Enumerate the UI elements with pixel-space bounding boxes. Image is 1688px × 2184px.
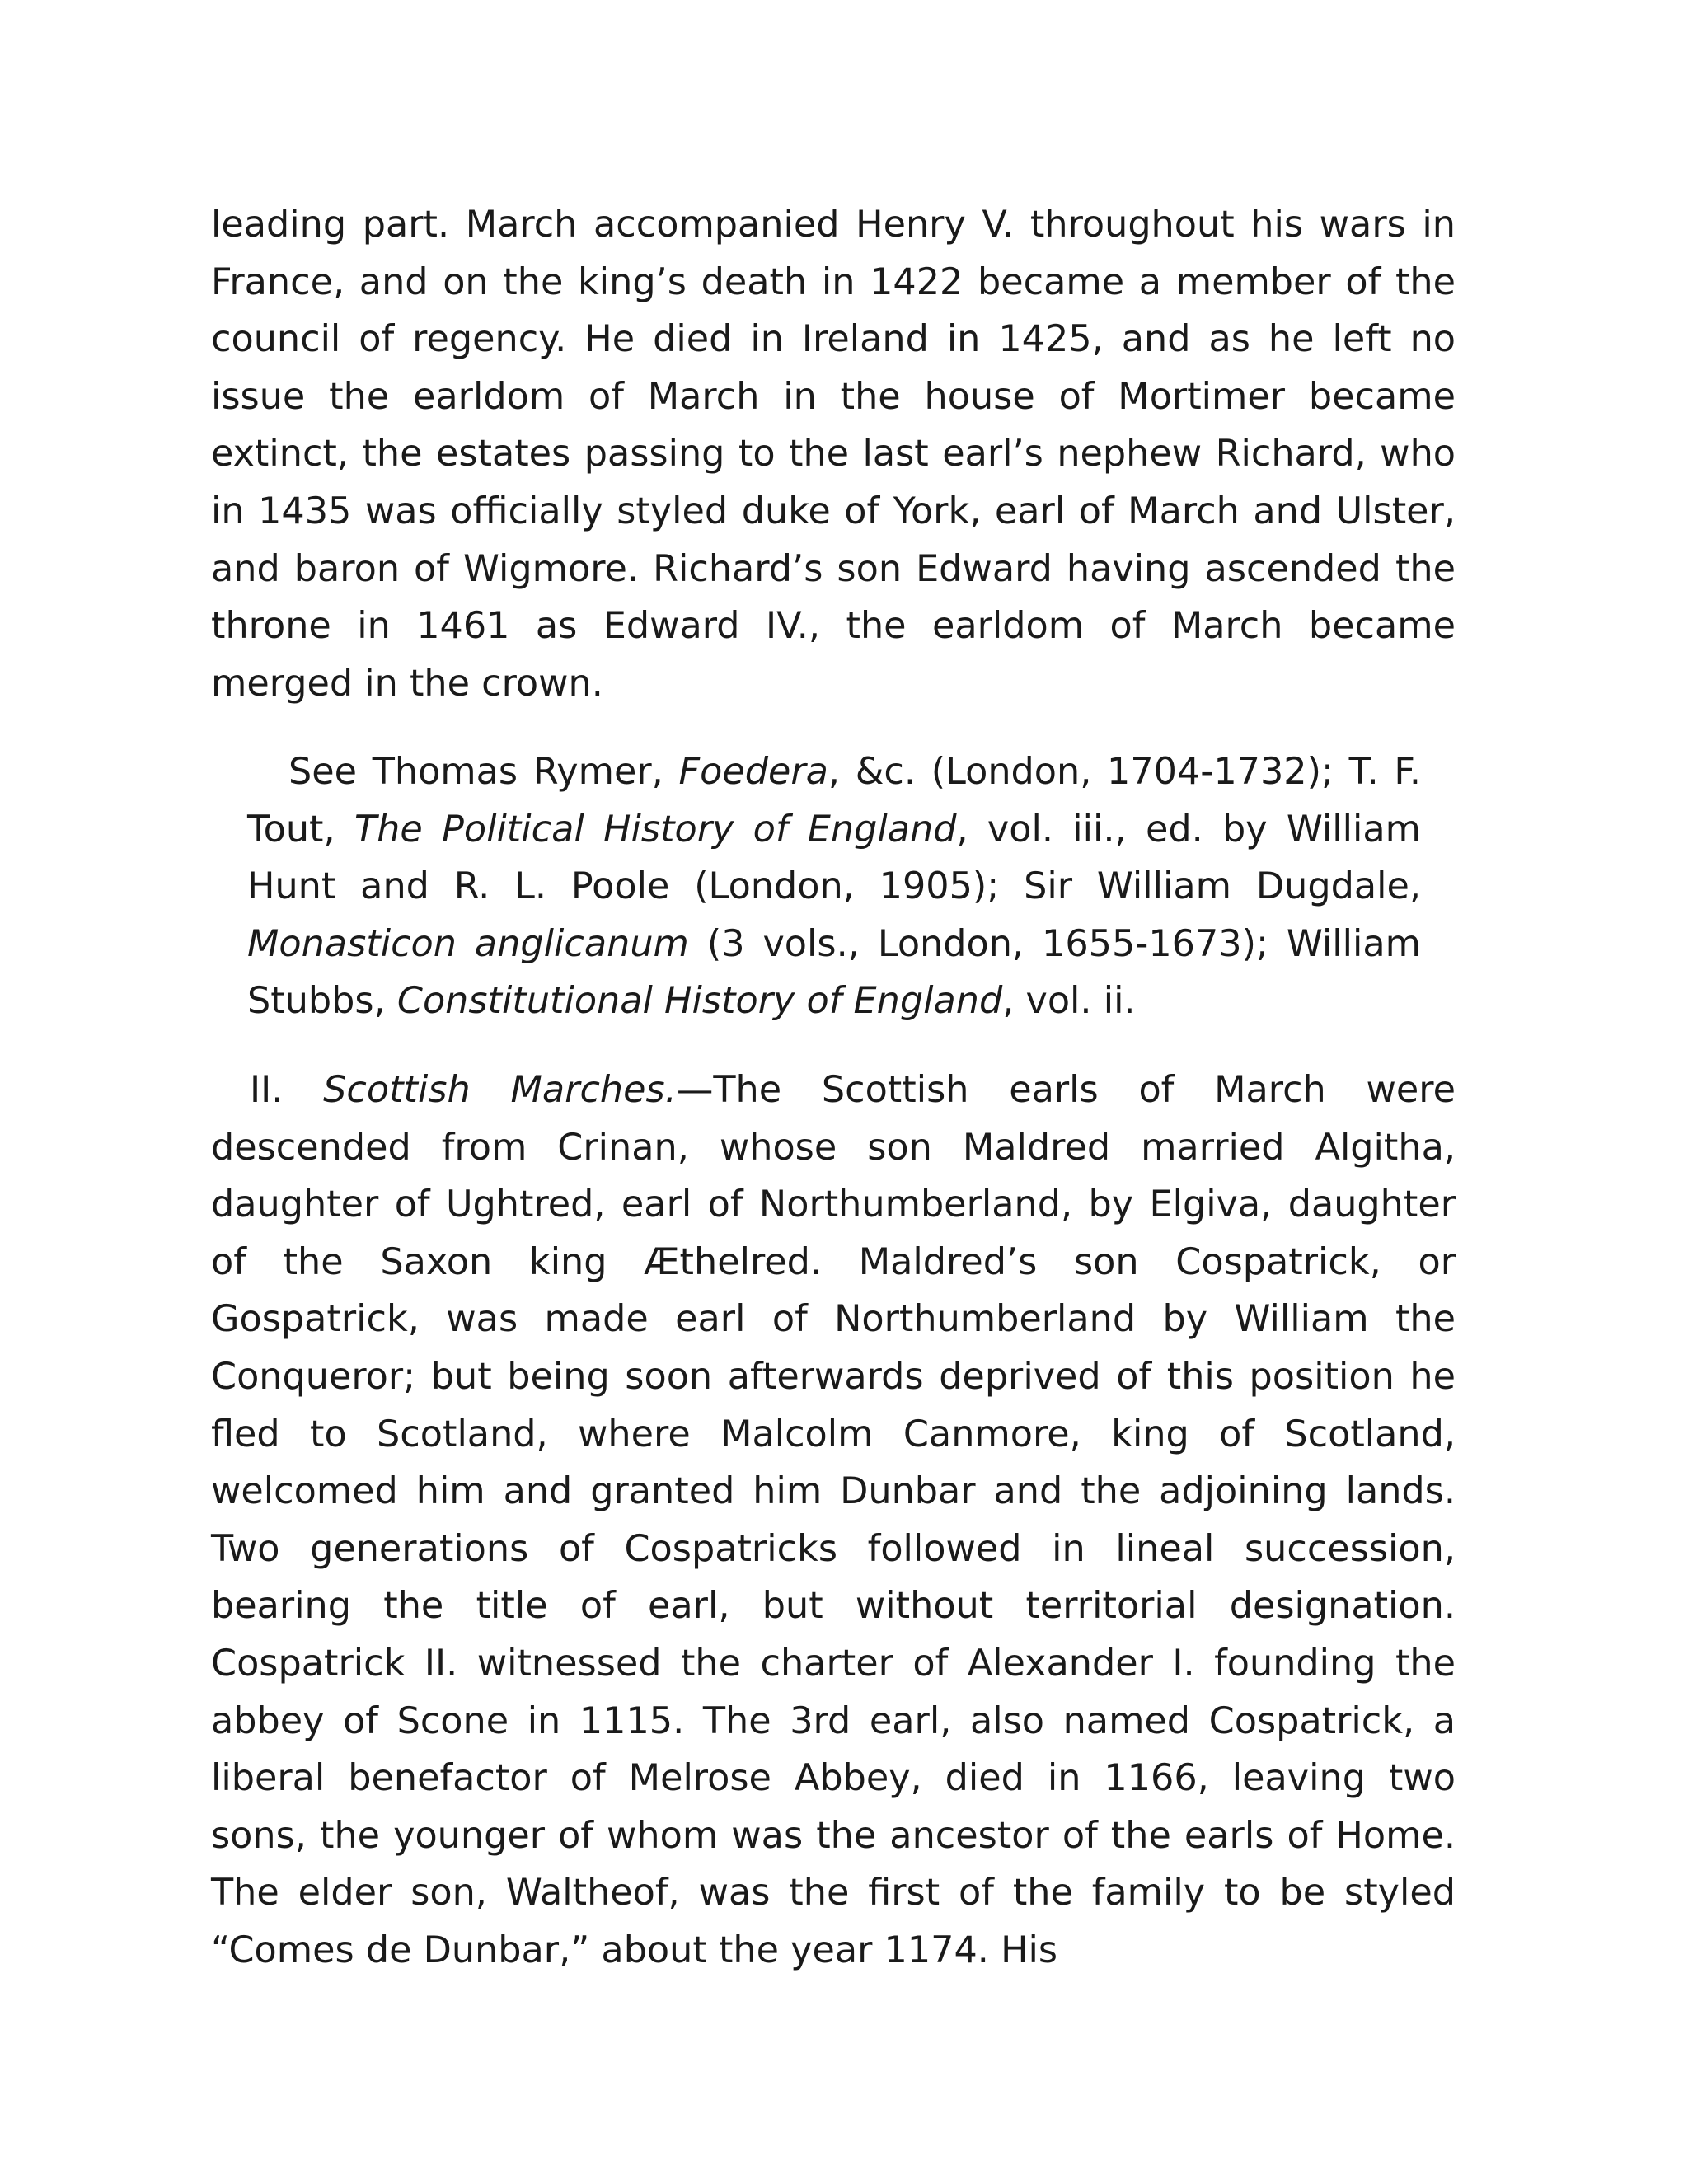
bibliography-text: , vol. iii., ed. by William Hunt and R. L. Poole (London, 1905); Sir William Dugdale, <box>247 808 1421 908</box>
bibliography-title-monasticon: Monasticon anglicanum <box>247 922 689 965</box>
section-numeral: II. <box>250 1069 324 1111</box>
bibliography-title-foedera: Foedera <box>678 751 828 793</box>
bibliography-text: See Thomas Rymer, <box>288 751 679 793</box>
bibliography-text: (3 vols., London, 1655-1673); William Stubbs, <box>247 922 1421 1023</box>
bibliography-note <box>247 743 1421 1030</box>
section-heading: Scottish Marches. <box>323 1069 677 1111</box>
bibliography-title-political-history: The Political History of England <box>354 808 957 851</box>
bibliography-text: , vol. ii. <box>1002 980 1136 1023</box>
bibliography-text: , &c. (London, 1704-1732); T. F. Tout, <box>247 751 1421 851</box>
paragraph-scottish-marches <box>211 1062 1456 1980</box>
paragraph-text: leading part. March accompanied Henry V. throughout his wars in France, and on the king’s death in 1422 became a member of the council of regency. He died in Ireland in 1425, and as he left no issue the earldom of March in the house of Mortimer became extinct, the estates passing to the last earl’s nephew Richard, who in 1435 was officially styled duke of York, earl of March and Ulster, and baron of Wigmore. Richard’s son Edward having ascended the throne in 1461 as Edward IV., the earldom of March became merged in the crown. <box>211 204 1456 705</box>
bibliography-title-constitutional-history: Constitutional History of England <box>396 980 1003 1023</box>
paragraph-march-earldom-end <box>211 196 1456 712</box>
paragraph-text: —The Scottish earls of March were descended from Crinan, whose son Maldred married Algitha, daughter of Ughtred, earl of Northumberland, by Elgiva, daughter of the Saxon king Æthelred. Maldred’s son Cospatrick, or Gospatrick, was made earl of Northumberland by William the Conqueror; but being soon afterwards deprived of this position he fled to Scotland, where Malcolm Canmore, king of Scotland, welcomed him and granted him Dunbar and the adjoining lands. Two generations of Cospatricks followed in lineal succession, bearing the title of earl, but without territorial designation. Cospatrick II. witnessed the charter of Alexander I. founding the abbey of Scone in 1115. The 3rd earl, also named Cospatrick, a liberal benefactor of Melrose Abbey, died in 1166, leaving two sons, the younger of whom was the ancestor of the earls of Home. The elder son, Waltheof, was the first of the family to be styled “Comes de Dunbar,” about the year 1174. His <box>211 1069 1456 1971</box>
